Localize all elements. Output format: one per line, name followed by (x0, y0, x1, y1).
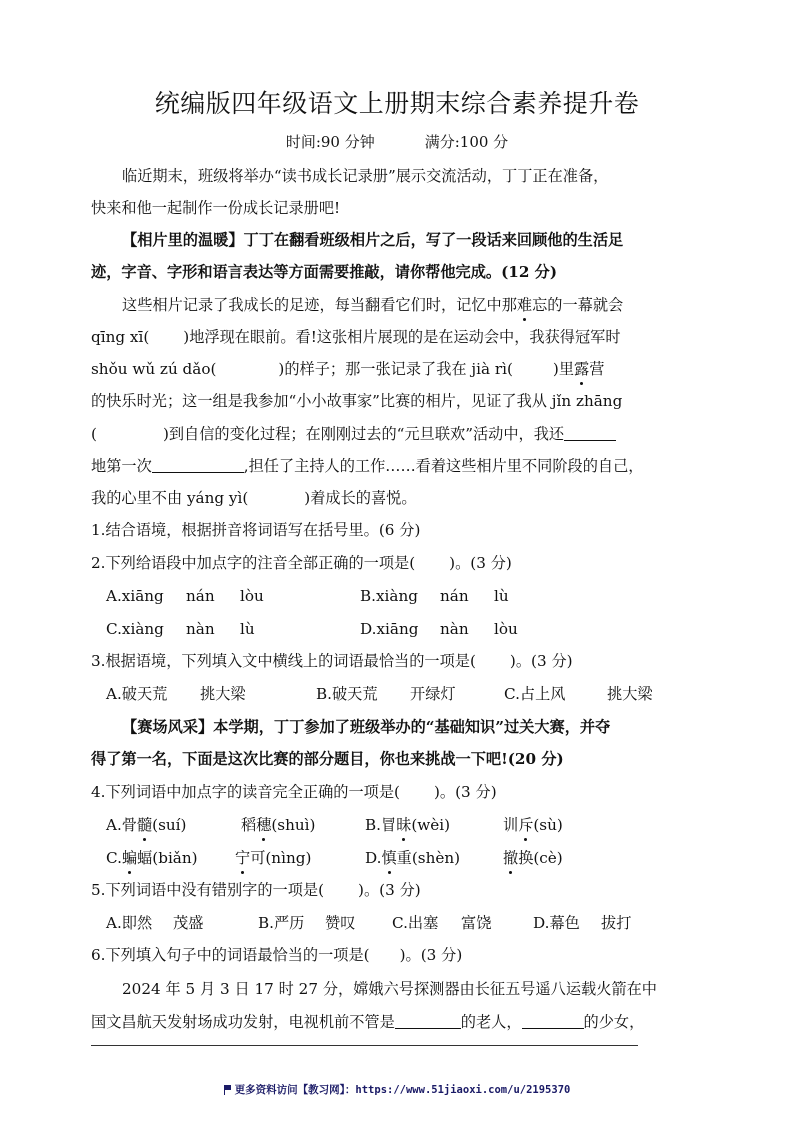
option-a[interactable] (106, 815, 241, 835)
option-word (241, 815, 365, 835)
passage-line-4: 的快乐时光；这一组是我参加“小小故事家”比赛的相片，见证了我从 jǐn zhāng (91, 392, 623, 410)
option-b[interactable]: B.破天荒 (316, 685, 378, 703)
pinyin-prompt: 我的心里不由 yáng yì( (91, 489, 249, 507)
passage-text: ( (91, 425, 97, 443)
option-text: 拔打 (601, 914, 632, 932)
passage-text: )到自信的变化过程；在刚刚过去的“元旦联欢”活动中，我还 (162, 425, 565, 443)
passage-text: 地第一次 (91, 457, 152, 475)
word-pinyin: (suí) (152, 816, 187, 834)
option-word (235, 848, 365, 868)
word-pinyin: 重(shèn) (396, 849, 461, 867)
word-text: 骨 (121, 816, 137, 834)
footer-link[interactable] (0, 1082, 794, 1097)
option-c[interactable]: C.出塞 (392, 914, 439, 932)
dotted-char: 穗 (256, 816, 272, 834)
option-d[interactable]: D.xiāng (360, 620, 419, 638)
question-1: 1.结合语境，根据拼音将词语写在括号里。(6 分) (91, 521, 421, 539)
q6-passage-line-1: 2024 年 5 月 3 日 17 时 27 分，嫦娥六号探测器由长征五号遥八运载火箭在中 (122, 980, 657, 998)
option-d[interactable]: D.幕色 (533, 914, 580, 932)
word-pinyin: 蝠(biǎn) (137, 849, 198, 867)
dotted-char: 斥 (518, 816, 534, 834)
option-word (503, 848, 563, 868)
dotted-char: 髓 (136, 816, 153, 834)
question-text: 4.下列词语中加点字的读音完全正确的一项是( (91, 783, 400, 801)
q2-options-row-2 (106, 619, 734, 639)
option-a[interactable]: A.xiāng (106, 587, 164, 605)
fill-blank[interactable] (152, 457, 244, 473)
section2-heading-line-1: 【赛场风采】本学期，丁丁参加了班级举办的“基础知识”过关大赛，并夺 (122, 718, 611, 736)
fill-blank[interactable] (395, 1013, 461, 1029)
question-3 (91, 651, 734, 671)
dotted-char: 宁 (235, 849, 251, 867)
q4-options-row-1 (106, 815, 734, 835)
option-label: B. (365, 816, 381, 834)
passage-text: )地浮现在眼前。看!这张相片展现的是在运动会中，我获得冠军时 (183, 328, 621, 346)
option-text: 富饶 (461, 914, 492, 932)
word-pinyin: 换(cè) (518, 849, 563, 867)
q3-options (106, 684, 734, 704)
dotted-char: 昧 (396, 816, 412, 834)
dotted-char: 露 (574, 360, 590, 378)
fill-blank[interactable] (522, 1013, 584, 1029)
option-text: 茂盛 (173, 914, 204, 932)
passage-line-3 (91, 359, 734, 379)
option-text: nán (186, 587, 215, 605)
q4-options-row-2 (106, 848, 734, 868)
option-d[interactable] (365, 848, 503, 868)
passage-text: 的老人， (460, 1013, 522, 1031)
option-a[interactable]: A.即然 (106, 914, 153, 932)
option-text: 挑大梁 (200, 685, 246, 703)
dotted-char: 蝙 (121, 849, 138, 867)
passage-text: 忘的一幕就会 (532, 296, 624, 314)
section1-heading-line-1: 【相片里的温暖】丁丁在翻看班级相片之后，写了一段话来回顾他的生活足 (122, 231, 624, 249)
dotted-char: 慎 (381, 849, 397, 867)
option-text: lòu (494, 620, 518, 638)
option-b[interactable]: B.严历 (258, 914, 305, 932)
question-text: )。(3 分) (399, 946, 463, 964)
question-text: )。(3 分) (509, 652, 573, 670)
question-4 (91, 782, 734, 802)
option-text: nàn (440, 620, 469, 638)
page-title: 统编版四年级语文上册期末综合素养提升卷 (154, 89, 640, 118)
option-label: D. (365, 849, 382, 867)
exam-time: 时间:90 分钟 (285, 133, 375, 151)
word-text: 训 (503, 816, 519, 834)
option-a[interactable]: A.破天荒 (106, 685, 168, 703)
question-text: )。(3 分) (449, 554, 512, 572)
word-pinyin: 可(nìng) (250, 849, 312, 867)
exam-score: 满分:100 分 (424, 133, 509, 151)
passage-line-2 (91, 327, 734, 347)
q2-options-row-1 (106, 586, 734, 606)
pinyin-prompt: shǒu wǔ zú dǎo( (91, 360, 217, 378)
dotted-char: 难 (516, 296, 533, 314)
word-pinyin: (shuì) (271, 816, 316, 834)
passage-line-7 (91, 488, 734, 508)
question-text: )。(3 分) (358, 881, 421, 899)
option-c[interactable]: C.占上风 (504, 685, 566, 703)
option-b[interactable] (365, 815, 503, 835)
intro-line-1: 临近期末，班级将举办“读书成长记录册”展示交流活动，丁丁正在准备， (122, 167, 609, 185)
option-word (503, 815, 563, 835)
word-pinyin: (sù) (533, 816, 563, 834)
passage-text: 营 (589, 360, 605, 378)
passage-line-5 (91, 424, 734, 444)
passage-text: 的少女， (583, 1013, 645, 1031)
option-text: nàn (186, 620, 215, 638)
question-text: )。(3 分) (433, 783, 497, 801)
passage-text: )着成长的喜悦。 (304, 489, 417, 507)
question-text: 2.下列给语段中加点字的注音全部正确的一项是( (91, 554, 416, 572)
passage-text: 这些相片记录了我成长的足迹，每当翻看它们时，记忆中那 (122, 296, 517, 314)
passage-text: )里 (552, 360, 575, 378)
option-text: 挑大梁 (607, 685, 653, 703)
option-b[interactable]: B.xiàng (360, 587, 418, 605)
option-c[interactable] (106, 848, 235, 868)
question-text: 3.根据语境，下列填入文中横线上的词语最恰当的一项是( (91, 652, 476, 670)
option-text: lòu (240, 587, 264, 605)
bottom-divider (91, 1045, 638, 1046)
option-text: nán (440, 587, 469, 605)
flag-icon (224, 1085, 232, 1093)
q5-options (106, 913, 734, 933)
footer-text: 更多资料访问【教习网】：https://www.51jiaoxi.com/u/2195370 (234, 1084, 571, 1096)
option-text: 赞叹 (325, 914, 356, 932)
option-c[interactable]: C.xiàng (106, 620, 164, 638)
passage-line-1 (122, 295, 734, 315)
question-2 (91, 553, 734, 573)
intro-line-2: 快来和他一起制作一份成长记录册吧! (91, 199, 341, 217)
option-text: lù (240, 620, 255, 638)
exam-info (0, 132, 794, 152)
dotted-char: 撤 (503, 849, 519, 867)
word-text: 稻 (241, 816, 257, 834)
word-pinyin: (wèi) (411, 816, 451, 834)
question-text: 5.下列词语中没有错别字的一项是( (91, 881, 325, 899)
question-6 (91, 945, 734, 965)
option-label: C. (106, 849, 122, 867)
question-5 (91, 880, 734, 900)
option-label: A. (106, 816, 122, 834)
passage-line-6 (91, 456, 734, 476)
section1-heading-line-2: 迹，字音、字形和语言表达等方面需要推敲，请你帮他完成。(12 分) (91, 263, 558, 281)
passage-text: 国文昌航天发射场成功发射，电视机前不管是 (91, 1013, 395, 1031)
option-text: lù (494, 587, 509, 605)
pinyin-prompt: qīng xī( (91, 328, 150, 346)
question-text: 6.下列填入句子中的词语最恰当的一项是( (91, 946, 370, 964)
passage-text: ,担任了主持人的工作……看着这些相片里不同阶段的自己， (243, 457, 644, 475)
fill-blank[interactable] (564, 425, 616, 441)
section2-heading-line-2: 得了第一名，下面是这次比赛的部分题目，你也来挑战一下吧!(20 分) (91, 750, 564, 768)
word-text: 冒 (381, 816, 397, 834)
q6-passage-line-2 (91, 1012, 734, 1032)
option-text: 开绿灯 (410, 685, 456, 703)
passage-text: )的样子；那一张记录了我在 jià rì( (278, 360, 513, 378)
